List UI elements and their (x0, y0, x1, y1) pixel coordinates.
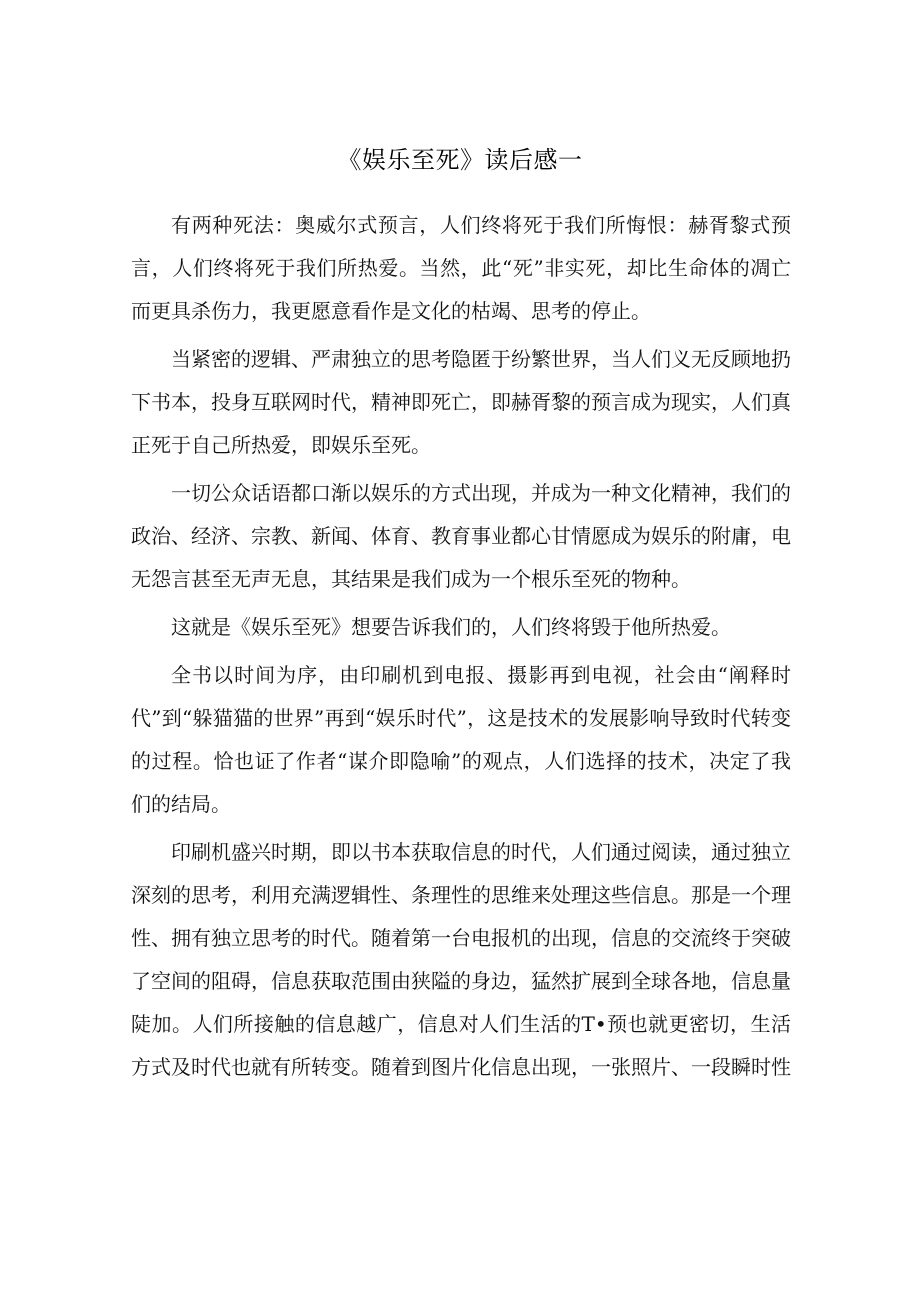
document-title: 《娱乐至死》读后感一 (337, 146, 583, 174)
paragraph: 这就是《娱乐至死》想要告诉我们的，人们终将毁于他所热爱。 (171, 615, 731, 639)
paragraph: 印刷机盛兴时期，即以书本获取信息的时代，人们通过阅读，通过独立深刻的思考，利用充满逻辑性、条理性的思维来处理这些信息。那是一个理性、拥有独立思考的时代。随着第一台电报机的出现，信息的交流终于突破了空间的阻碍，信息获取范围由狭隘的身边，猛然扩展到全球各地，信息量陡加。人们所接触的信息越广，信息对人们生活的T•预也就更密切，生活方式及时代也就有所转变。随着到图片化信息出现，一张照片、一段瞬时性 (131, 840, 791, 1079)
paragraph: 全书以时间为序，由印刷机到电报、摄影再到电视，社会由“阐释时代”到“躲猫猫的世界”再到“娱乐时代”，这是技术的发展影响导致时代转变的过程。恰也证了作者“谋介即隐喻”的观点，人们选择的技术，决定了我们的结局。 (131, 663, 791, 816)
paragraph: 有两种死法：奥威尔式预言，人们终将死于我们所悔恨：赫胥黎式预言，人们终将死于我们所热爱。当然，此“死”非实死，却比生命体的凋亡而更具杀伤力，我更愿意看作是文化的枯竭、思考的停止。 (131, 213, 791, 323)
document-body (131, 204, 791, 1094)
paragraph: 一切公众话语都口渐以娱乐的方式出现，并成为一种文化精神，我们的政治、经济、宗教、新闻、体育、教育事业都心甘情愿成为娱乐的附庸，电无怨言甚至无声无息，其结果是我们成为一个根乐至死的物种。 (131, 481, 791, 591)
paragraph: 当紧密的逻辑、严肃独立的思考隐匿于纷繁世界，当人们义无反顾地扔下书本，投身互联网时代，精神即死亡，即赫胥黎的预言成为现实，人们真正死于自己所热爱，即娱乐至死。 (131, 347, 791, 457)
